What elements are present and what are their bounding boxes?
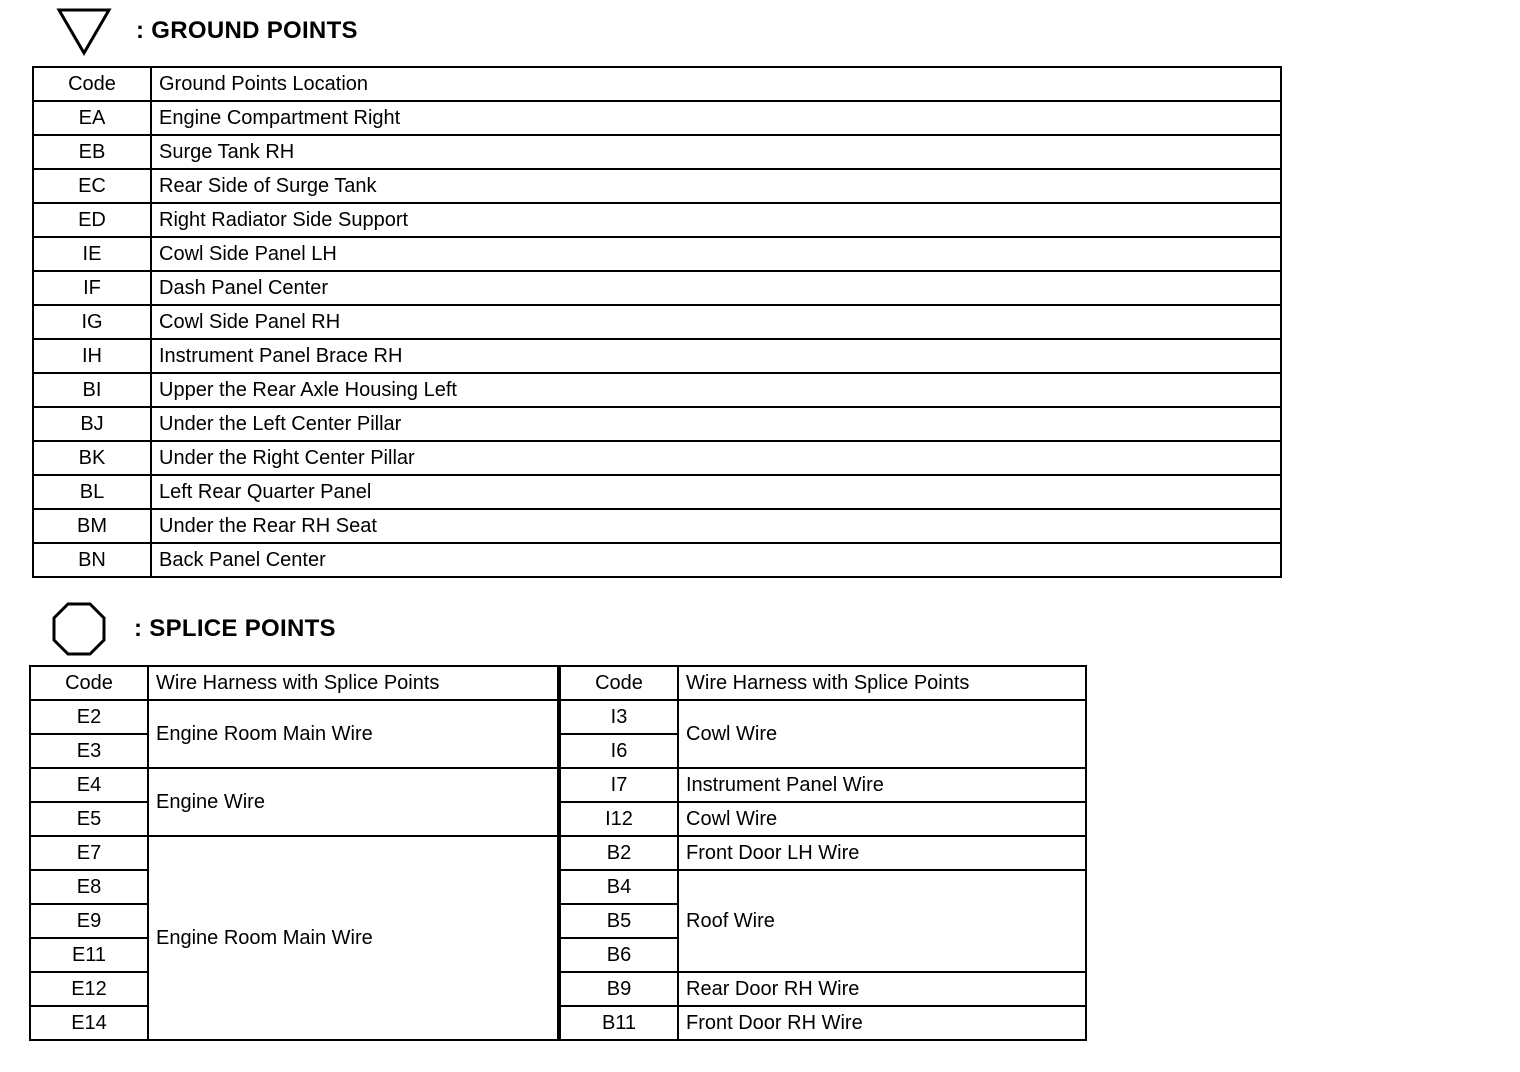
ground-code: EB [33, 135, 151, 169]
ground-points-heading [56, 6, 358, 56]
ground-location: Right Radiator Side Support [151, 203, 1281, 237]
splice-code: E12 [30, 972, 148, 1006]
ground-code: BI [33, 373, 151, 407]
ground-location: Rear Side of Surge Tank [151, 169, 1281, 203]
table-row [30, 836, 558, 870]
harness-cell: Cowl Wire [678, 802, 1086, 836]
harness-cell: Cowl Wire [678, 700, 1086, 768]
splice-points-table-left [29, 665, 559, 1041]
harness-header: Wire Harness with Splice Points [678, 666, 1086, 700]
splice-code: B6 [560, 938, 678, 972]
splice-code: E11 [30, 938, 148, 972]
harness-cell: Front Door RH Wire [678, 1006, 1086, 1040]
table-row [33, 407, 1281, 441]
table-row [30, 700, 558, 734]
splice-code: E3 [30, 734, 148, 768]
ground-location: Under the Rear RH Seat [151, 509, 1281, 543]
ground-location: Upper the Rear Axle Housing Left [151, 373, 1281, 407]
ground-location: Back Panel Center [151, 543, 1281, 577]
ground-location: Cowl Side Panel RH [151, 305, 1281, 339]
ground-location: Left Rear Quarter Panel [151, 475, 1281, 509]
splice-points-table-right [559, 665, 1087, 1041]
table-row [33, 271, 1281, 305]
octagon-icon [52, 602, 106, 656]
ground-location: Surge Tank RH [151, 135, 1281, 169]
ground-location: Engine Compartment Right [151, 101, 1281, 135]
table-row [33, 339, 1281, 373]
ground-location: Dash Panel Center [151, 271, 1281, 305]
splice-code: E7 [30, 836, 148, 870]
table-row [560, 768, 1086, 802]
table-row [33, 543, 1281, 577]
splice-code: E9 [30, 904, 148, 938]
location-header: Ground Points Location [151, 67, 1281, 101]
splice-code: E5 [30, 802, 148, 836]
table-row [30, 768, 558, 802]
table-row [560, 700, 1086, 734]
table-row [33, 305, 1281, 339]
splice-code: E2 [30, 700, 148, 734]
ground-code: EC [33, 169, 151, 203]
splice-code: E8 [30, 870, 148, 904]
table-row [33, 441, 1281, 475]
downward-triangle-icon [56, 6, 112, 56]
table-row [560, 870, 1086, 904]
table-header-row [33, 67, 1281, 101]
table-row [33, 101, 1281, 135]
splice-points-title: : SPLICE POINTS [134, 615, 336, 642]
splice-code: B11 [560, 1006, 678, 1040]
ground-code: BL [33, 475, 151, 509]
table-row [560, 836, 1086, 870]
ground-code: BM [33, 509, 151, 543]
ground-location: Cowl Side Panel LH [151, 237, 1281, 271]
ground-code: EA [33, 101, 151, 135]
table-row [33, 509, 1281, 543]
ground-location: Instrument Panel Brace RH [151, 339, 1281, 373]
harness-header: Wire Harness with Splice Points [148, 666, 558, 700]
ground-code: IH [33, 339, 151, 373]
splice-code: I3 [560, 700, 678, 734]
table-header-row [560, 666, 1086, 700]
harness-cell: Front Door LH Wire [678, 836, 1086, 870]
splice-code: B9 [560, 972, 678, 1006]
code-header: Code [560, 666, 678, 700]
harness-cell: Roof Wire [678, 870, 1086, 972]
ground-code: BK [33, 441, 151, 475]
table-header-row [30, 666, 558, 700]
ground-location: Under the Right Center Pillar [151, 441, 1281, 475]
ground-code: IG [33, 305, 151, 339]
code-header: Code [33, 67, 151, 101]
splice-code: I7 [560, 768, 678, 802]
harness-cell: Rear Door RH Wire [678, 972, 1086, 1006]
splice-code: B4 [560, 870, 678, 904]
ground-code: IF [33, 271, 151, 305]
table-row [560, 972, 1086, 1006]
ground-code: ED [33, 203, 151, 237]
splice-code: E14 [30, 1006, 148, 1040]
ground-code: BN [33, 543, 151, 577]
ground-points-title: : GROUND POINTS [136, 17, 358, 44]
table-row [33, 373, 1281, 407]
ground-code: IE [33, 237, 151, 271]
harness-cell: Engine Wire [148, 768, 558, 836]
ground-points-table [32, 66, 1282, 578]
splice-code: I12 [560, 802, 678, 836]
table-row [560, 802, 1086, 836]
table-row [33, 135, 1281, 169]
splice-points-heading [52, 602, 336, 656]
splice-code: I6 [560, 734, 678, 768]
splice-code: B2 [560, 836, 678, 870]
harness-cell: Engine Room Main Wire [148, 836, 558, 1040]
ground-location: Under the Left Center Pillar [151, 407, 1281, 441]
harness-cell: Instrument Panel Wire [678, 768, 1086, 802]
harness-cell: Engine Room Main Wire [148, 700, 558, 768]
table-row [560, 1006, 1086, 1040]
splice-code: E4 [30, 768, 148, 802]
table-row [33, 475, 1281, 509]
table-row [33, 237, 1281, 271]
ground-code: BJ [33, 407, 151, 441]
splice-code: B5 [560, 904, 678, 938]
code-header: Code [30, 666, 148, 700]
table-row [33, 203, 1281, 237]
table-row [33, 169, 1281, 203]
